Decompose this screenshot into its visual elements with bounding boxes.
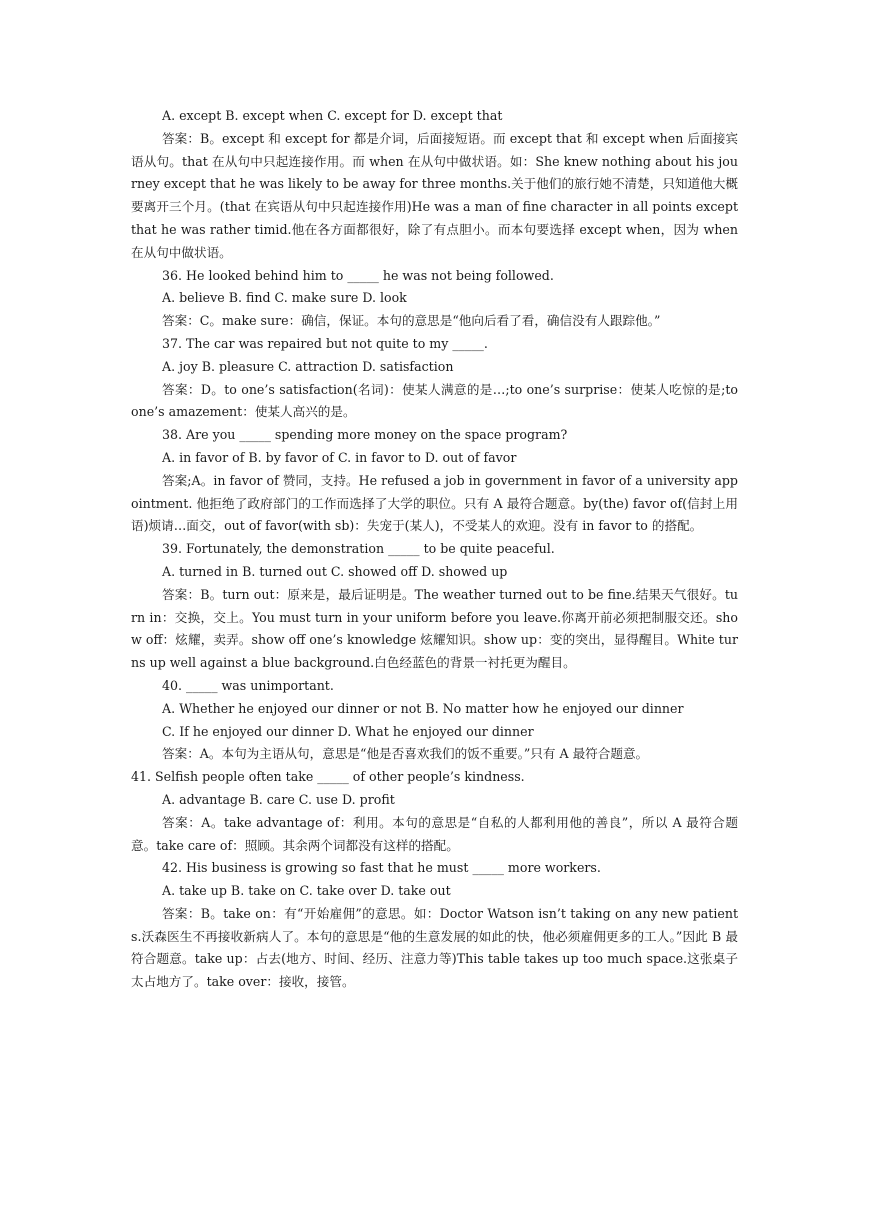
question-37-options: A. joy B. pleasure C. attraction D. satisfaction xyxy=(162,358,454,374)
document-page xyxy=(131,105,738,994)
answer-39: 答案：B。turn out：原来是，最后证明是。The weather turned out to be fine.结果天气很好。turn in：交换，交上。You must turn in your uniform before you leave.你离开前必须把制服交还。show off：炫耀，卖弄。show off one’s knowledge 炫耀知识。show up：变的突出，显得醒目。White turns up well against a blue background.白色经蓝色的背景一衬托更为醒目。 xyxy=(131,586,738,671)
question-35-options: A. except B. except when C. except for D. except that xyxy=(162,108,503,123)
question-38: 38. Are you _____ spending more money on the space program? xyxy=(162,427,568,443)
question-37: 37. The car was repaired but not quite to my _____. xyxy=(162,335,488,351)
question-36-options: A. believe B. find C. make sure D. look xyxy=(162,290,407,306)
question-39-options: A. turned in B. turned out C. showed off D. showed up xyxy=(162,563,508,579)
answer-42: 答案：B。take on：有“开始雇佣”的意思。如：Doctor Watson isn’t taking on any new patients.沃森医生不再接收新病人了。本句的意思是“他的生意发展的如此的快，他必须雇佣更多的工人。”因此 B 最符合题意。take up：占去(地方、时间、经历、注意力等)This table takes up too much space.这张桌子太占地方了。take over：接收，接管。 xyxy=(131,905,738,990)
answer-35: 答案：B。except 和 except for 都是介词，后面接短语。而 except that 和 except when 后面接宾语从句。that 在从句中只起连接作用。而 when 在从句中做状语。如：She knew nothing about his journey except that he was likely to be away for three months.关于他们的旅行她不清楚，只知道他大概要离开三个月。(that 在宾语从句中只起连接作用)He was a man of fine character in all points except that he was rather timid.他在各方面都很好，除了有点胆小。而本句要选择 except when，因为 when 在从句中做状语。 xyxy=(131,130,738,260)
question-39: 39. Fortunately, the demonstration _____ to be quite peaceful. xyxy=(162,541,555,557)
answer-41: 答案：A。take advantage of：利用。本句的意思是“自私的人都利用他的善良”，所以 A 最符合题意。take care of：照顾。其余两个词都没有这样的搭配。 xyxy=(131,814,738,853)
question-40-options-ab: A. Whether he enjoyed our dinner or not B. No matter how he enjoyed our dinner xyxy=(162,700,684,716)
question-40: 40. _____ was unimportant. xyxy=(162,677,334,693)
question-41-options: A. advantage B. care C. use D. profit xyxy=(162,791,395,807)
question-36: 36. He looked behind him to _____ he was not being followed. xyxy=(162,267,554,283)
answer-40: 答案：A。本句为主语从句，意思是“他是否喜欢我们的饭不重要。”只有 A 最符合题意。 xyxy=(162,746,649,762)
answer-37: 答案：D。to one’s satisfaction(名词)：使某人满意的是…;to one’s surprise：使某人吃惊的是;to one’s amazement：使某人高兴的是。 xyxy=(131,381,738,420)
answer-38: 答案;A。in favor of 赞同，支持。He refused a job in government in favor of a university appointment. 他拒绝了政府部门的工作而选择了大学的职位。只有 A 最符合题意。by(the) favor of(信封上用语)烦请…面交，out of favor(with sb)：失宠于(某人)，不受某人的欢迎。没有 in favor to 的搭配。 xyxy=(131,472,738,534)
answer-36: 答案：C。make sure：确信，保证。本句的意思是“他向后看了看，确信没有人跟踪他。” xyxy=(162,313,661,329)
question-41: 41. Selfish people often take _____ of other people’s kindness. xyxy=(131,769,525,785)
question-38-options: A. in favor of B. by favor of C. in favor to D. out of favor xyxy=(162,449,517,465)
question-42-options: A. take up B. take on C. take over D. take out xyxy=(162,883,451,899)
question-42: 42. His business is growing so fast that he must _____ more workers. xyxy=(162,860,601,876)
question-40-options-cd: C. If he enjoyed our dinner D. What he enjoyed our dinner xyxy=(162,723,534,739)
